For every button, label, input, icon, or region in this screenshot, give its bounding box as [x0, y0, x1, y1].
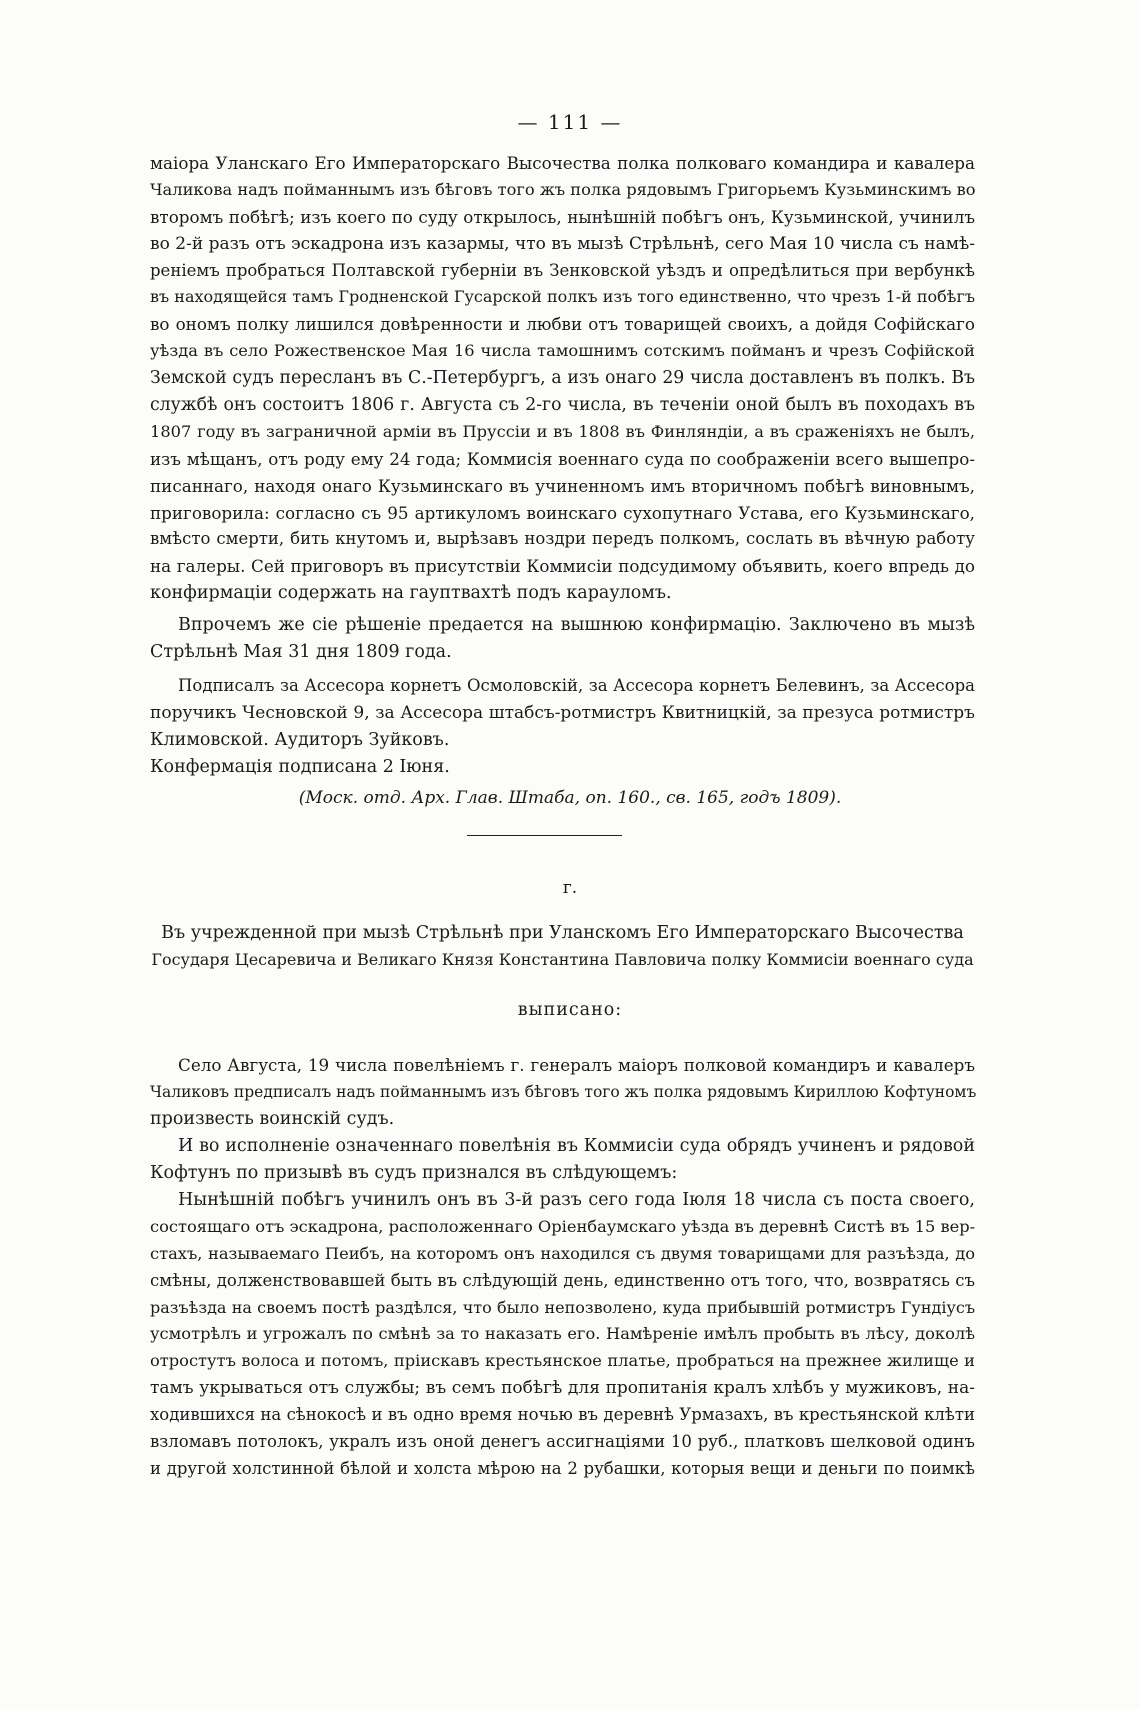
- section-subheading: выписано:: [517, 1000, 623, 1020]
- text-line: Земской судъ пересланъ въ С.-Петербургъ, а изъ онаго 29 числа доставленъ въ полкъ. Въ: [150, 368, 975, 389]
- text-line: реніемъ пробраться Полтавской губерніи въ Зенковской уѣздъ и опредѣлиться при вербункѣ: [150, 260, 975, 280]
- text-line: Кофтунъ по призывѣ въ судъ признался въ слѣдующемъ:: [150, 1162, 678, 1183]
- text-line: Конфермація подписана 2 Іюня.: [150, 756, 450, 777]
- text-line: Село Августа, 19 числа повелѣніемъ г. генералъ маіоръ полковой командиръ и кавалеръ: [178, 1055, 975, 1075]
- paragraph-testimony-intro: [150, 1133, 975, 1187]
- paragraph-testimony: [150, 1187, 975, 1483]
- text-line: конфирмаціи содержать на гауптвахтѣ подъ карауломъ.: [150, 583, 672, 604]
- text-line: Подписалъ за Ассесора корнетъ Осмоловскій, за Ассесора корнетъ Белевинъ, за Ассесора: [178, 676, 975, 695]
- text-line: смѣны, долженствовавшей быть въ слѣдующій день, единственно отъ того, что, возвратясь съ: [150, 1270, 975, 1290]
- text-line: уѣзда въ село Рожественское Мая 16 числа тамошнимъ сотскимъ пойманъ и чрезъ Софійской: [150, 341, 975, 361]
- text-line: второмъ побѣгѣ; изъ коего по суду открылось, нынѣшній побѣгъ онъ, Кузьминской, учинилъ: [150, 206, 975, 227]
- text-line: 1807 году въ заграничной арміи въ Пруссіи и въ 1808 въ Финляндіи, а въ сраженіяхъ не былъ,: [150, 421, 975, 441]
- paragraph-verdict: [150, 150, 975, 607]
- heading-line: Въ учрежденной при мызѣ Стрѣльнѣ при Уланскомъ Его Императорскаго Высочества: [161, 923, 964, 943]
- text-line: стахъ, называемаго Пеибъ, на которомъ онъ находился съ двумя товарищами для разъѣзда, до: [150, 1243, 975, 1263]
- text-line: Чаликовъ предписалъ надъ пойманнымъ изъ бѣговъ того жъ полка рядовымъ Кириллою Кофтуномъ: [150, 1082, 977, 1101]
- text-line: отростутъ волоса и потомъ, пріискавъ крестьянское платье, пробраться на прежнее жилище и: [150, 1351, 975, 1371]
- text-line: Чаликова надъ пойманнымъ изъ бѣговъ того жъ полка рядовымъ Григорьемъ Кузьминскимъ во: [150, 179, 976, 199]
- text-line: усмотрѣлъ и угрожалъ по смѣнѣ за то наказать его. Намѣреніе имѣлъ пробыть въ лѣсу, доколѣ: [150, 1324, 975, 1344]
- text-line: и другой холстинной бѣлой и холста мѣрою на 2 рубашки, которыя вещи и деньги по поимкѣ: [150, 1458, 975, 1478]
- text-line: во ономъ полку лишился довѣренности и любви отъ товарищей своихъ, а дойдя Софійскаго: [150, 314, 975, 335]
- text-line: приговорила: согласно съ 95 артикуломъ воинскаго сухопутнаго Устава, его Кузьминскаго,: [150, 502, 975, 523]
- text-line: во 2-й разъ отъ эскадрона изъ казармы, что въ мызѣ Стрѣльнѣ, сего Мая 10 числа съ намѣ-: [150, 233, 975, 254]
- section-letter: г.: [562, 878, 578, 898]
- page-number: — 111 —: [517, 110, 623, 134]
- text-line: Впрочемъ же сіе рѣшеніе предается на вышнюю конфирмацію. Заключено въ мызѣ: [178, 615, 975, 635]
- text-line: разъѣзда на своемъ постѣ раздѣлся, что было непозволено, куда прибывшій ротмистръ Гундіусъ: [150, 1297, 975, 1317]
- text-line: Нынѣшній побѣгъ учинилъ онъ въ 3-й разъ сего года Іюля 18 числа съ поста своего,: [178, 1190, 975, 1210]
- text-line: на галеры. Сей приговоръ въ присутствіи Коммисіи подсудимому объявить, коего впредь до: [150, 556, 975, 577]
- text-line: И во исполненіе означеннаго повелѣнія въ Коммисіи суда обрядъ учиненъ и рядовой: [178, 1136, 975, 1156]
- text-line: поручикъ Чесновской 9, за Ассесора штабсъ-ротмистръ Квитницкій, за презуса ротмистръ: [150, 702, 975, 723]
- text-line: маіора Уланскаго Его Императорскаго Высочества полка полковаго командира и кавалера: [150, 153, 975, 173]
- text-line: произвесть воинскій судъ.: [150, 1108, 395, 1129]
- section-divider: [467, 835, 622, 836]
- text-line: службѣ онъ состоитъ 1806 г. Августа съ 2-го числа, въ теченіи оной былъ въ походахъ въ: [150, 395, 975, 416]
- text-line: тамъ укрываться отъ службы; въ семъ побѣгѣ для пропитанія кралъ хлѣбъ у мужиковъ, на-: [150, 1378, 975, 1399]
- paragraph-confirmation: [150, 612, 975, 666]
- text-line: состоящаго отъ эскадрона, расположеннаго Оріенбаумскаго уѣзда въ деревнѣ Систѣ въ 15 вер-: [150, 1216, 976, 1236]
- text-line: вмѣсто смерти, бить кнутомъ и, вырѣзавъ ноздри передъ полкомъ, сослать въ вѣчную работу: [150, 529, 975, 549]
- text-line: въ находящейся тамъ Гродненской Гусарской полкъ изъ того единственно, что чрезъ 1-й побѣгъ: [150, 287, 975, 307]
- text-line: изъ мѣщанъ, отъ роду ему 24 года; Коммисія военнаго суда по соображеніи всего вышепро-: [150, 448, 975, 469]
- text-line: Климовской. Аудиторъ Зуйковъ.: [150, 729, 450, 750]
- paragraph-signatures: [150, 673, 975, 781]
- heading-line: Государя Цесаревича и Великаго Князя Константина Павловича полку Коммисіи военнаго суда: [151, 949, 974, 969]
- section-heading: [150, 920, 975, 974]
- paragraph-order: [150, 1052, 975, 1133]
- archive-source-citation: (Моск. отд. Арх. Глав. Штаба, оп. 160., св. 165, годъ 1809).: [298, 788, 842, 808]
- text-line: ходившихся на сѣнокосѣ и въ одно время ночью въ деревнѣ Урмазахъ, въ крестьянской клѣти: [150, 1405, 975, 1425]
- text-line: писаннаго, находя онаго Кузьминскаго въ учиненномъ имъ вторичномъ побѣгѣ виновнымъ,: [150, 475, 975, 496]
- text-line: взломавъ потолокъ, укралъ изъ оной денегъ ассигнаціями 10 руб., платковъ шелковой одинъ: [150, 1432, 975, 1452]
- text-line: Стрѣльнѣ Мая 31 дня 1809 года.: [150, 641, 452, 662]
